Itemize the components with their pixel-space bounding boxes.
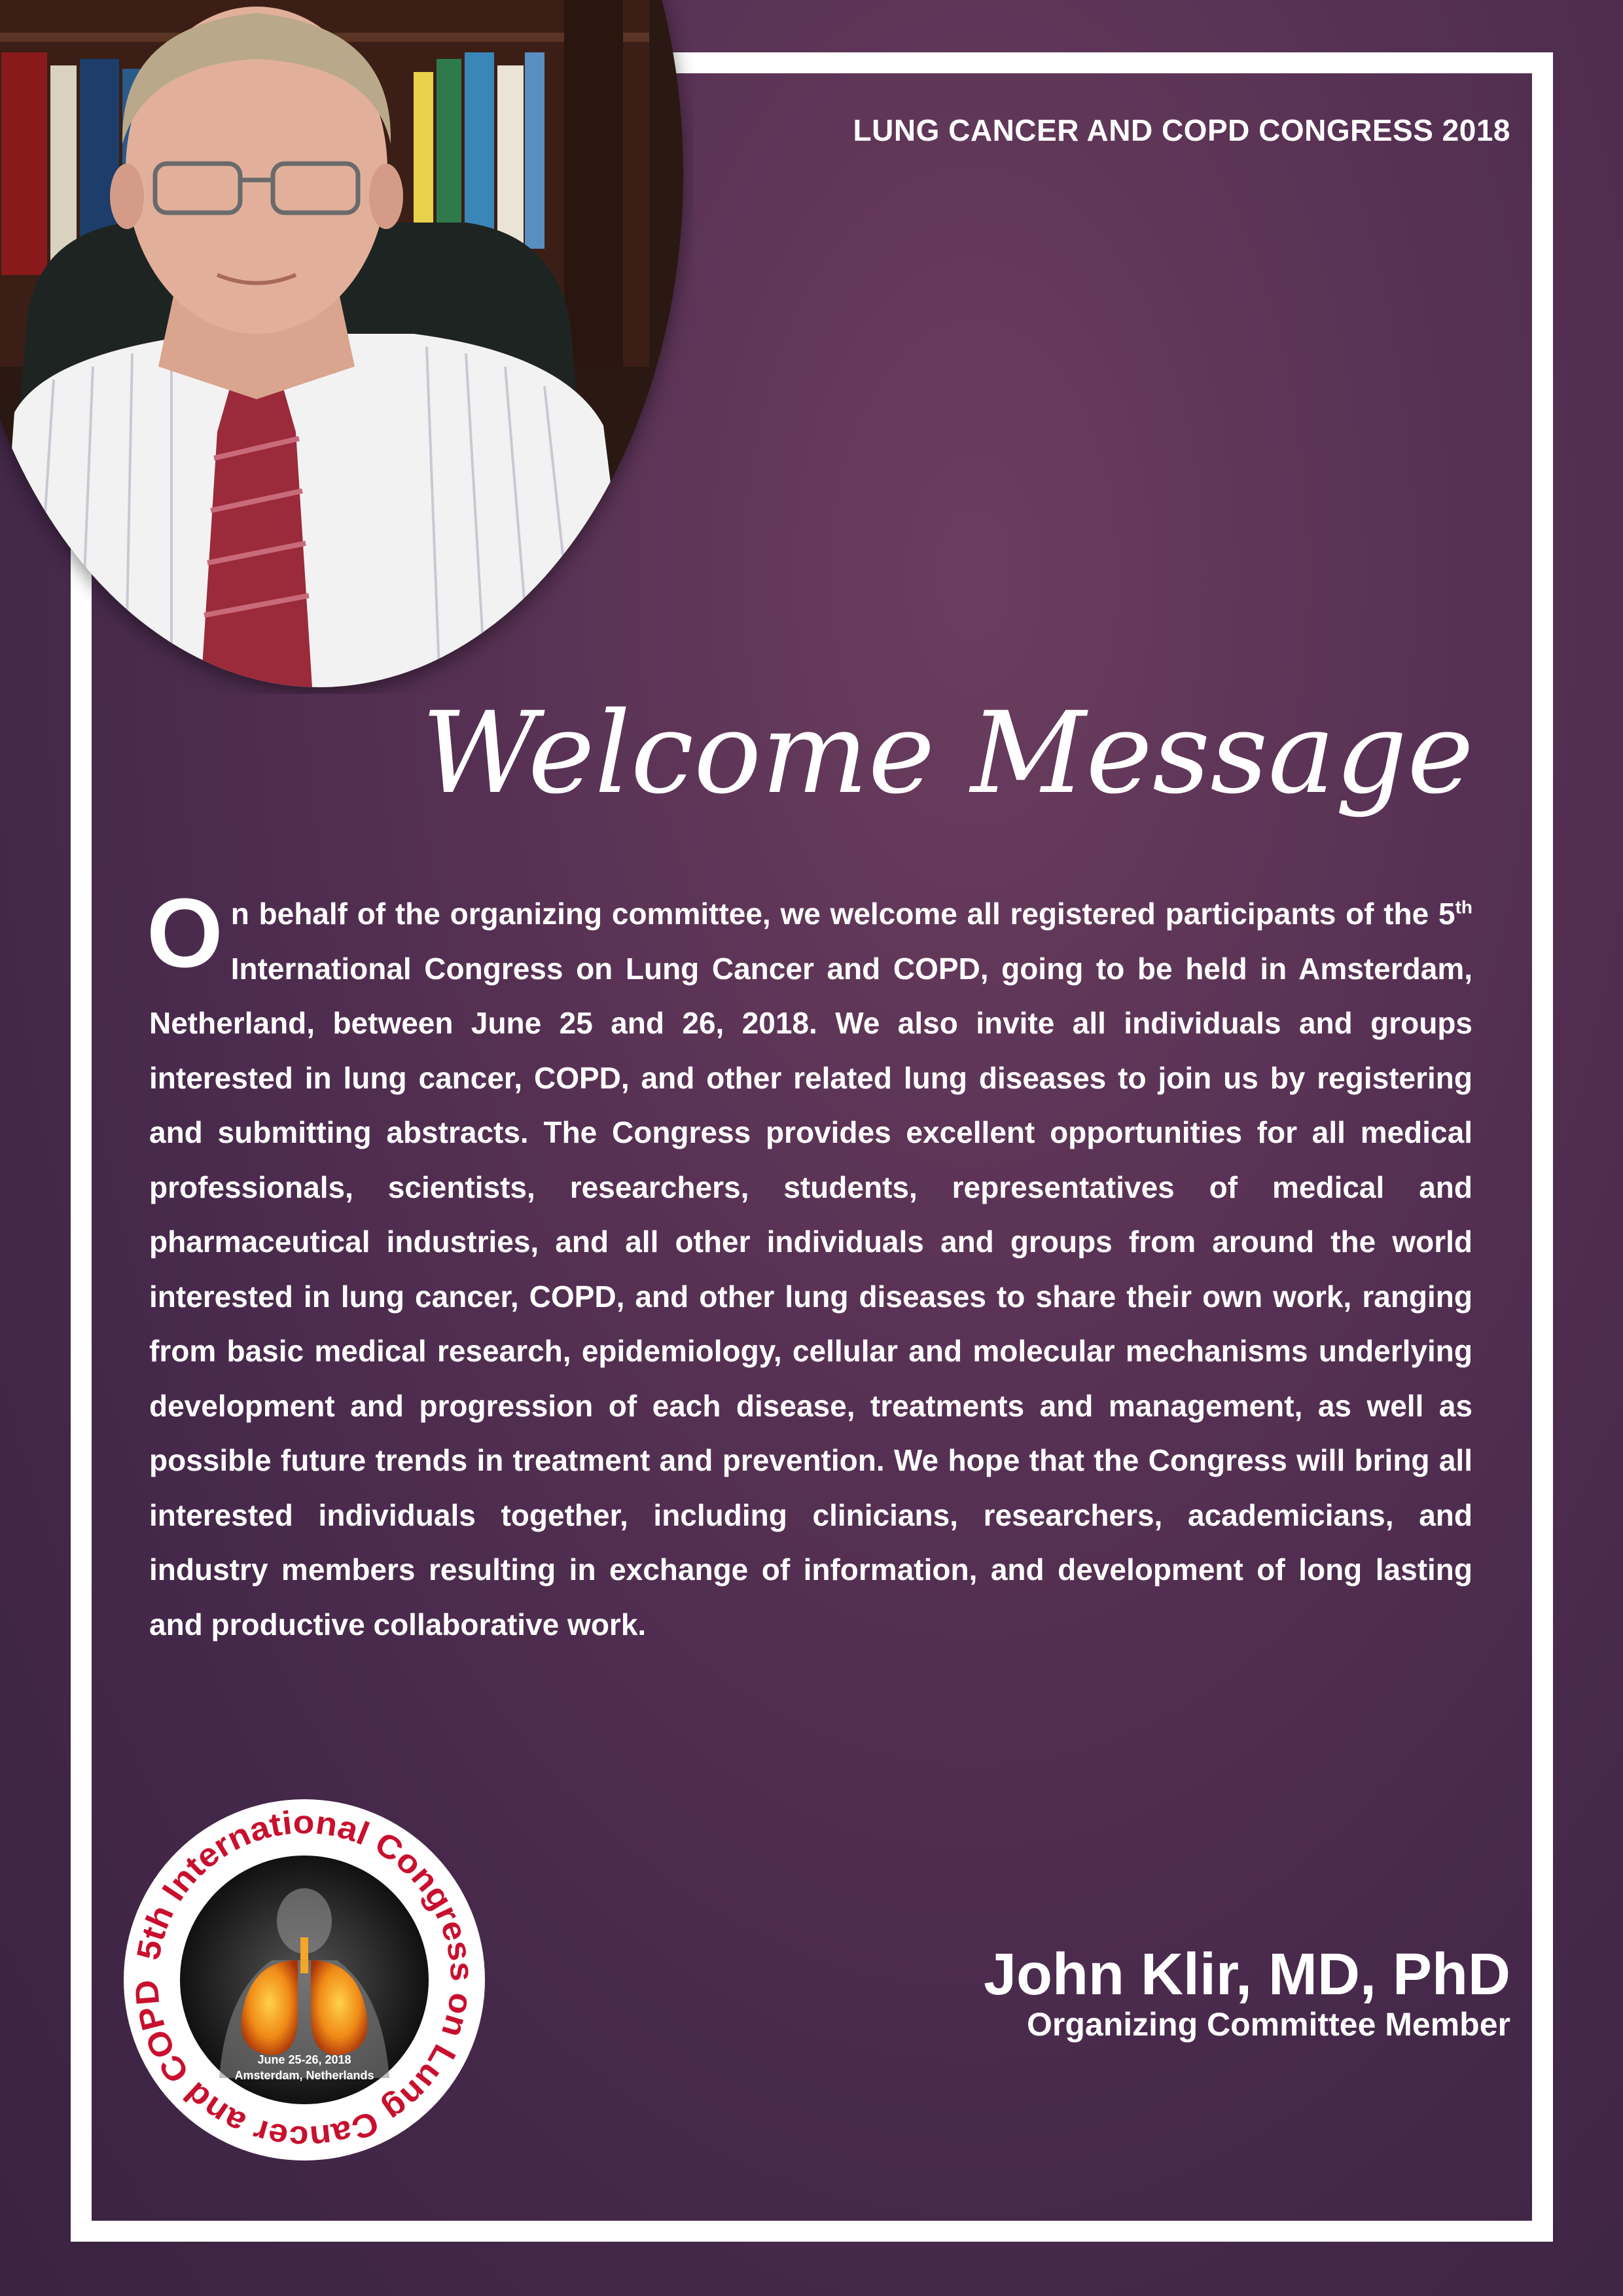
drop-cap: O: [147, 878, 223, 988]
seal-ring-text: 5th International Congress on Lung Cancer and COPD: [128, 1803, 481, 2157]
congress-header-title: LUNG CANCER AND COPD CONGRESS 2018: [853, 113, 1510, 147]
message-body: International Congress on Lung Cancer and COPD, going to be held in Amsterdam, Netherland, between June 25 and 26, 2018. We also invite all individuals and groups interested in lung cancer, COPD, and other related lung diseases to join us by registering and submitting abstracts. The Congress provides excellent opportunities for all medical professionals, scientists, researchers, students, representatives of medical and pharmaceutical industries, and all other individuals and groups from around the world interested in lung cancer, COPD, and other lung diseases to share their own work, ranging from basic medical research, epidemiology, cellular and molecular mechanisms underlying development and progression of each disease, treatments and management, as well as possible future trends in treatment and prevention. We hope that the Congress will bring all interested individuals together, including clinicians, researchers, academicians, and industry members resulting in exchange of information, and development of long lasting and productive collaborative work.: [149, 951, 1472, 1641]
welcome-title: Welcome Message: [421, 687, 1474, 819]
welcome-message-body: [147, 878, 1472, 1652]
congress-seal-logo: [121, 1797, 488, 2163]
signatory-role: Organizing Committee Member: [1027, 2006, 1510, 2043]
message-intro: n behalf of the organizing committee, we welcome all registered participants of the: [230, 897, 1438, 931]
signatory-name: John Klir, MD, PhD: [983, 1942, 1510, 2007]
message-ordinal-number: 5: [1438, 897, 1455, 931]
message-ordinal-suffix: th: [1455, 897, 1472, 918]
seal-date: June 25-26, 2018: [257, 2053, 351, 2066]
portrait-photo: [0, 0, 683, 687]
seal-location: Amsterdam, Netherlands: [234, 2069, 374, 2082]
portrait-container: [0, 0, 694, 694]
